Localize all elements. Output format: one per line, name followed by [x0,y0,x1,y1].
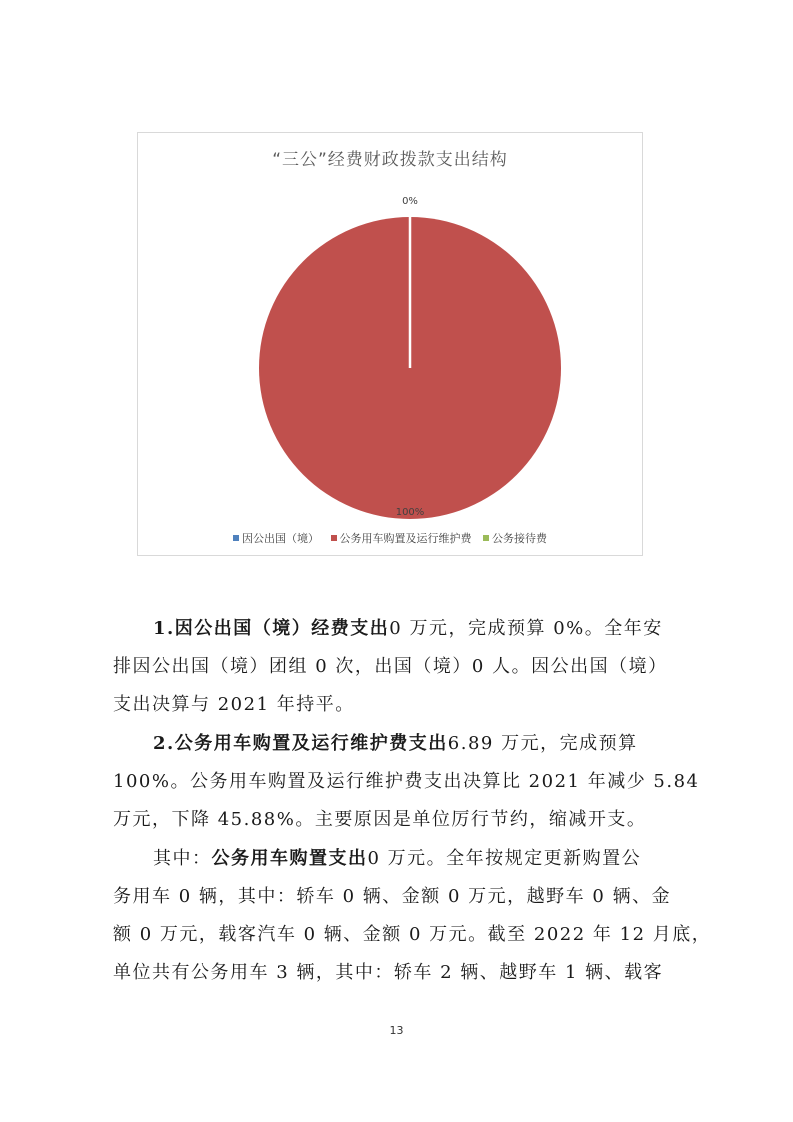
paragraph-vehicle-purchase [113,840,712,992]
chart-legend [138,530,642,546]
text-line: 额 0 万元，载客汽车 0 辆、金额 0 万元。截至 2022 年 12 月底， [113,924,712,945]
text-span: 0 万元，完成预算 0%。全年安 [389,618,663,639]
text-line [113,840,685,878]
paragraph-overseas [113,610,685,724]
section-heading: 1.因公出国（境）经费支出 [153,618,390,639]
text-line: 100%。公务用车购置及运行维护费支出决算比 2021 年减少 5.84 [113,771,700,792]
text-line: 支出决算与 2021 年持平。 [113,694,355,715]
chart-title: “三公”经费财政拨款支出结构 [272,150,508,170]
legend-item-reception [483,530,547,546]
pie-plot-area [138,133,642,555]
data-label-full: 100% [395,507,425,518]
pie-chart [137,132,643,556]
legend-label: 公务接待费 [492,532,547,545]
data-label-zero: 0% [402,196,418,207]
legend-label: 公务用车购置及运行维护费 [339,532,472,545]
text-line: 务用车 0 辆，其中：轿车 0 辆、金额 0 万元，越野车 0 辆、金 [113,886,672,907]
paragraph-vehicle [113,725,700,839]
text-span: 0 万元。全年按规定更新购置公 [367,848,642,869]
legend-swatch [233,535,239,541]
text-line: 万元，下降 45.88%。主要原因是单位厉行节约，缩减开支。 [113,809,647,830]
page-number: 13 [389,1024,404,1037]
legend-swatch [483,535,489,541]
text-span: 6.89 万元，完成预算 [447,733,638,754]
legend-item-vehicle [331,530,472,546]
legend-label: 因公出国（境） [242,532,319,545]
section-heading: 公务用车购置支出 [211,848,368,869]
text-line [113,725,685,763]
text-span: 其中： [153,848,212,869]
text-line: 单位共有公务用车 3 辆，其中：轿车 2 辆、越野车 1 辆、载客 [113,962,664,983]
legend-item-overseas [233,530,319,546]
text-line: 排因公出国（境）团组 0 次，出国（境）0 人。因公出国（境） [113,656,668,677]
legend-swatch [331,535,337,541]
text-line [113,610,685,648]
section-heading: 2.公务用车购置及运行维护费支出 [153,733,448,754]
